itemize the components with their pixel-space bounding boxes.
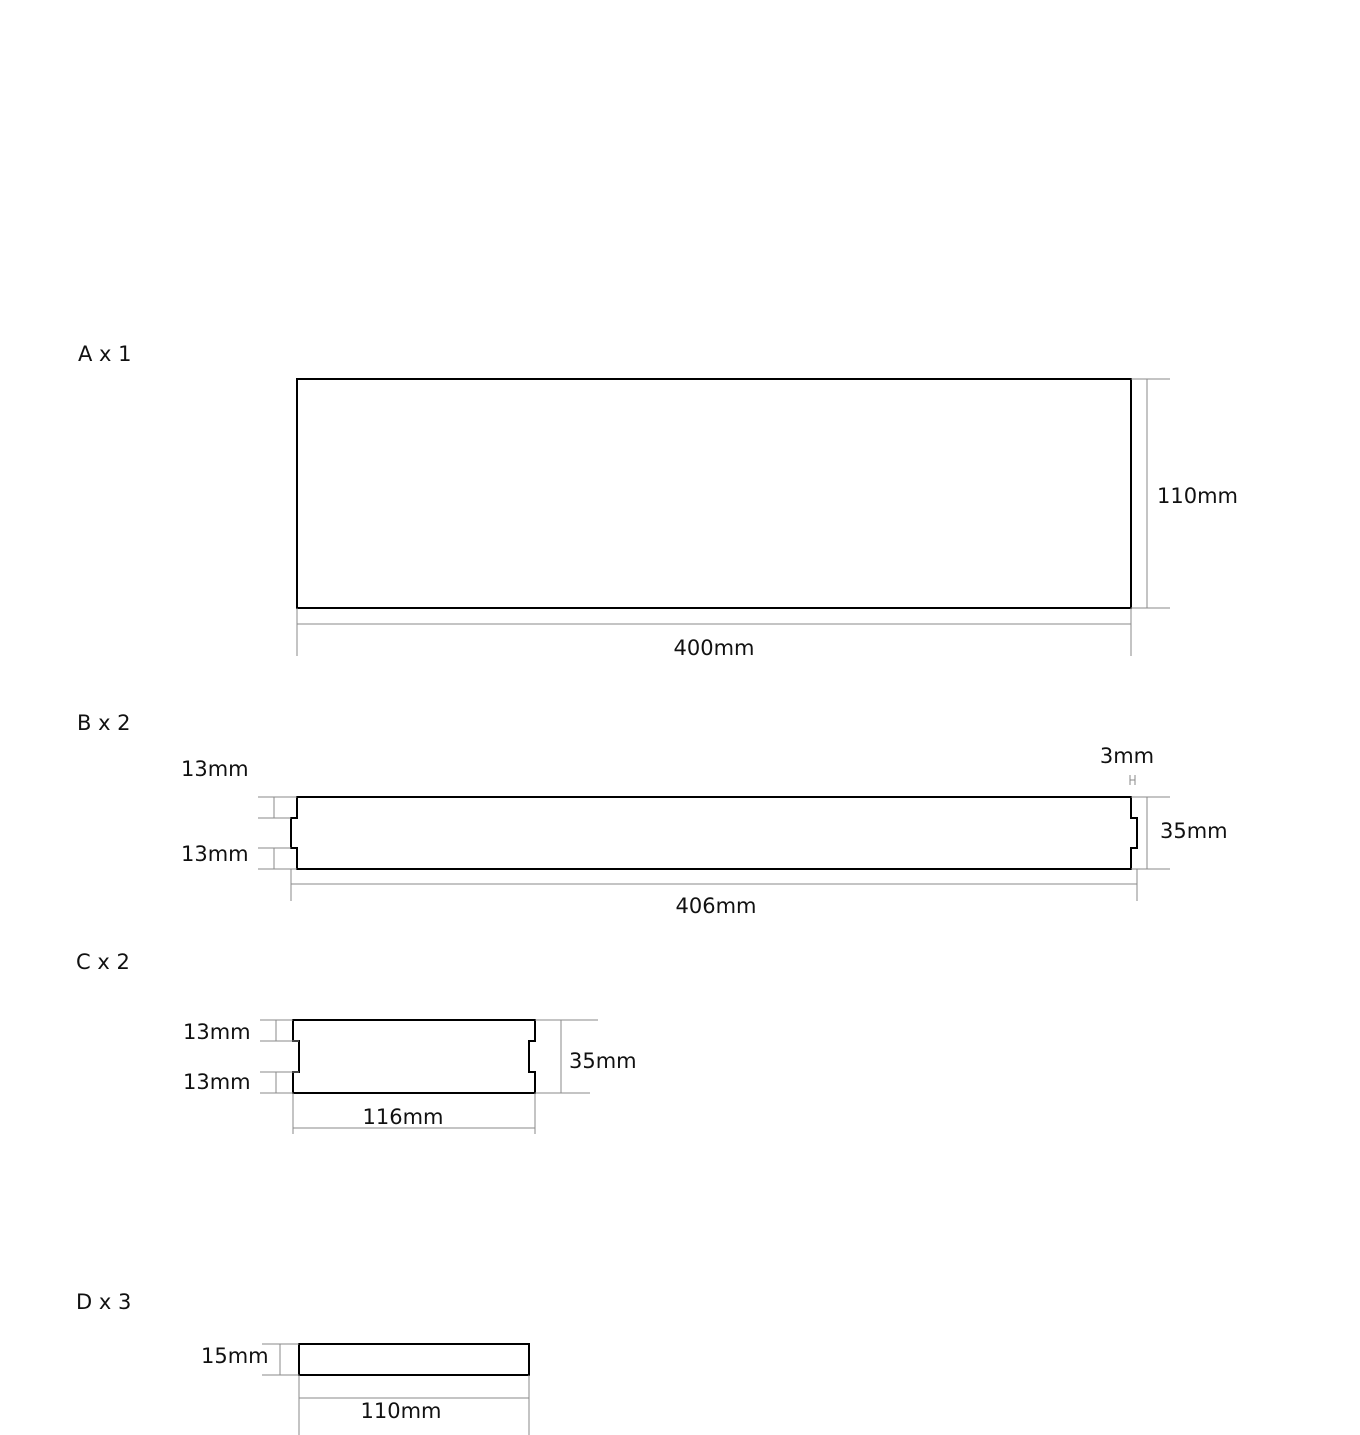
part-b-notch-depth-label: 3mm	[1099, 744, 1155, 768]
part-d-label: D x 3	[76, 1290, 132, 1314]
part-c-label: C x 2	[76, 950, 130, 974]
part-a-outline	[297, 379, 1131, 608]
part-b-label: B x 2	[77, 711, 131, 735]
part-b	[77, 711, 1228, 918]
part-b-notch-bottom-label: 13mm	[181, 842, 249, 866]
part-d	[76, 1290, 529, 1435]
part-c-width-label: 116mm	[362, 1105, 444, 1129]
part-a-width-label: 400mm	[673, 636, 755, 660]
part-c-outline	[293, 1020, 535, 1093]
part-b-width-label: 406mm	[675, 894, 757, 918]
part-b-notch-top-label: 13mm	[181, 757, 249, 781]
part-c-height-label: 35mm	[569, 1049, 637, 1073]
part-a-height-label: 110mm	[1157, 484, 1238, 508]
part-d-width-label: 110mm	[360, 1399, 442, 1423]
part-c	[76, 950, 637, 1134]
part-b-height-label: 35mm	[1160, 819, 1228, 843]
part-c-notch-bottom-label: 13mm	[183, 1070, 251, 1094]
part-a-label: A x 1	[78, 342, 132, 366]
part-b-outline	[291, 797, 1137, 869]
part-c-notch-top-label: 13mm	[183, 1020, 251, 1044]
part-d-outline	[299, 1344, 529, 1375]
part-a	[78, 342, 1238, 660]
part-d-height-label: 15mm	[201, 1344, 269, 1368]
